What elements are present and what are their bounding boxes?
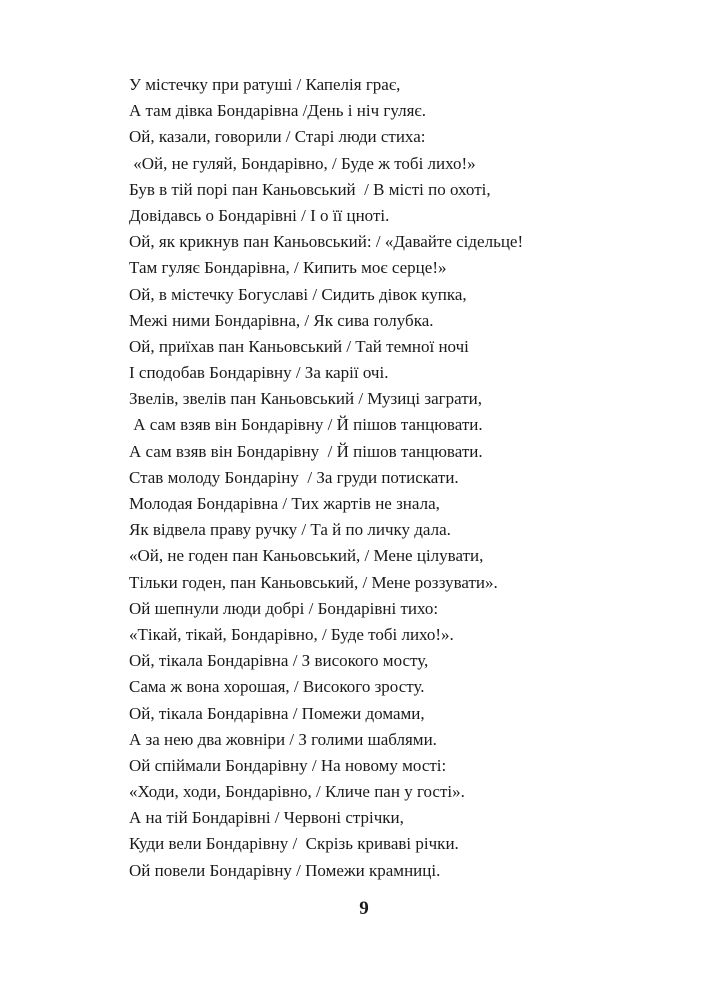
- poem-line: Ой, в містечку Богуславі / Сидить дівок купка,: [129, 284, 467, 304]
- poem-line: «Ой, не годен пан Каньовський, / Мене цілувати,: [129, 546, 484, 566]
- poem-line: Звелів, звелів пан Каньовський / Музиці заграти,: [129, 389, 482, 409]
- poem-line: Ой, тікала Бондарівна / Помежи домами,: [129, 703, 425, 723]
- poem-line: Як відвела праву ручку / Та й по личку дала.: [129, 520, 451, 540]
- page-number: 9: [359, 898, 369, 919]
- poem-line: Ой спіймали Бондарівну / На новому мості:: [129, 755, 447, 775]
- poem-line: Тільки годен, пан Каньовський, / Мене роззувати».: [129, 572, 498, 592]
- poem-line: Ой шепнули люди добрі / Бондарівні тихо:: [129, 598, 439, 618]
- poem-line: «Ой, не гуляй, Бондарівно, / Буде ж тобі лихо!»: [129, 153, 476, 173]
- poem-line: Там гуляє Бондарівна, / Кипить моє серце!»: [129, 258, 447, 278]
- poem-line: Ой повели Бондарівну / Помежи крамниці.: [129, 860, 441, 880]
- poem-line: А там дівка Бондарівна /День і ніч гуляє.: [129, 101, 426, 121]
- poem-line: Ой, як крикнув пан Каньовський: / «Давайте сідельце!: [129, 232, 524, 252]
- poem-line: Ой, приїхав пан Каньовський / Тай темної ночі: [129, 336, 469, 356]
- poem-line: А сам взяв він Бондарівну / Й пішов танцювати.: [129, 441, 483, 461]
- poem-line: У містечку при ратуші / Капелія грає,: [129, 75, 401, 94]
- poem-line: А на тій Бондарівні / Червоні стрічки,: [129, 808, 404, 828]
- poem-line: «Ходи, ходи, Бондарівно, / Кличе пан у гості».: [129, 782, 465, 802]
- poem-line: А сам взяв він Бондарівну / Й пішов танцювати.: [129, 415, 483, 435]
- poem-line: Ой, казали, говорили / Старі люди стиха:: [129, 127, 426, 147]
- poem-line: А за нею два жовніри / З голими шаблями.: [129, 729, 437, 749]
- poem-line: Довідавсь о Бондарівні / І о її цноті.: [129, 205, 390, 225]
- poem-line: Сама ж вона хорошая, / Високого зросту.: [129, 677, 425, 697]
- poem-line: Став молоду Бондаріну / За груди потискати.: [129, 467, 459, 487]
- poem-text: [129, 72, 609, 884]
- poem-line: Куди вели Бондарівну / Скрізь криваві річки.: [129, 834, 459, 854]
- poem-line: Був в тій порі пан Каньовський / В місті по охоті,: [129, 179, 491, 199]
- poem-line: «Тікай, тікай, Бондарівно, / Буде тобі лихо!».: [129, 624, 454, 644]
- poem-line: Межі ними Бондарівна, / Як сива голубка.: [129, 310, 434, 330]
- poem-line: І сподобав Бондарівну / За карії очі.: [129, 363, 389, 383]
- poem-line: Молодая Бондарівна / Тих жартів не знала,: [129, 494, 440, 513]
- poem-line: Ой, тікала Бондарівна / З високого мосту,: [129, 651, 429, 671]
